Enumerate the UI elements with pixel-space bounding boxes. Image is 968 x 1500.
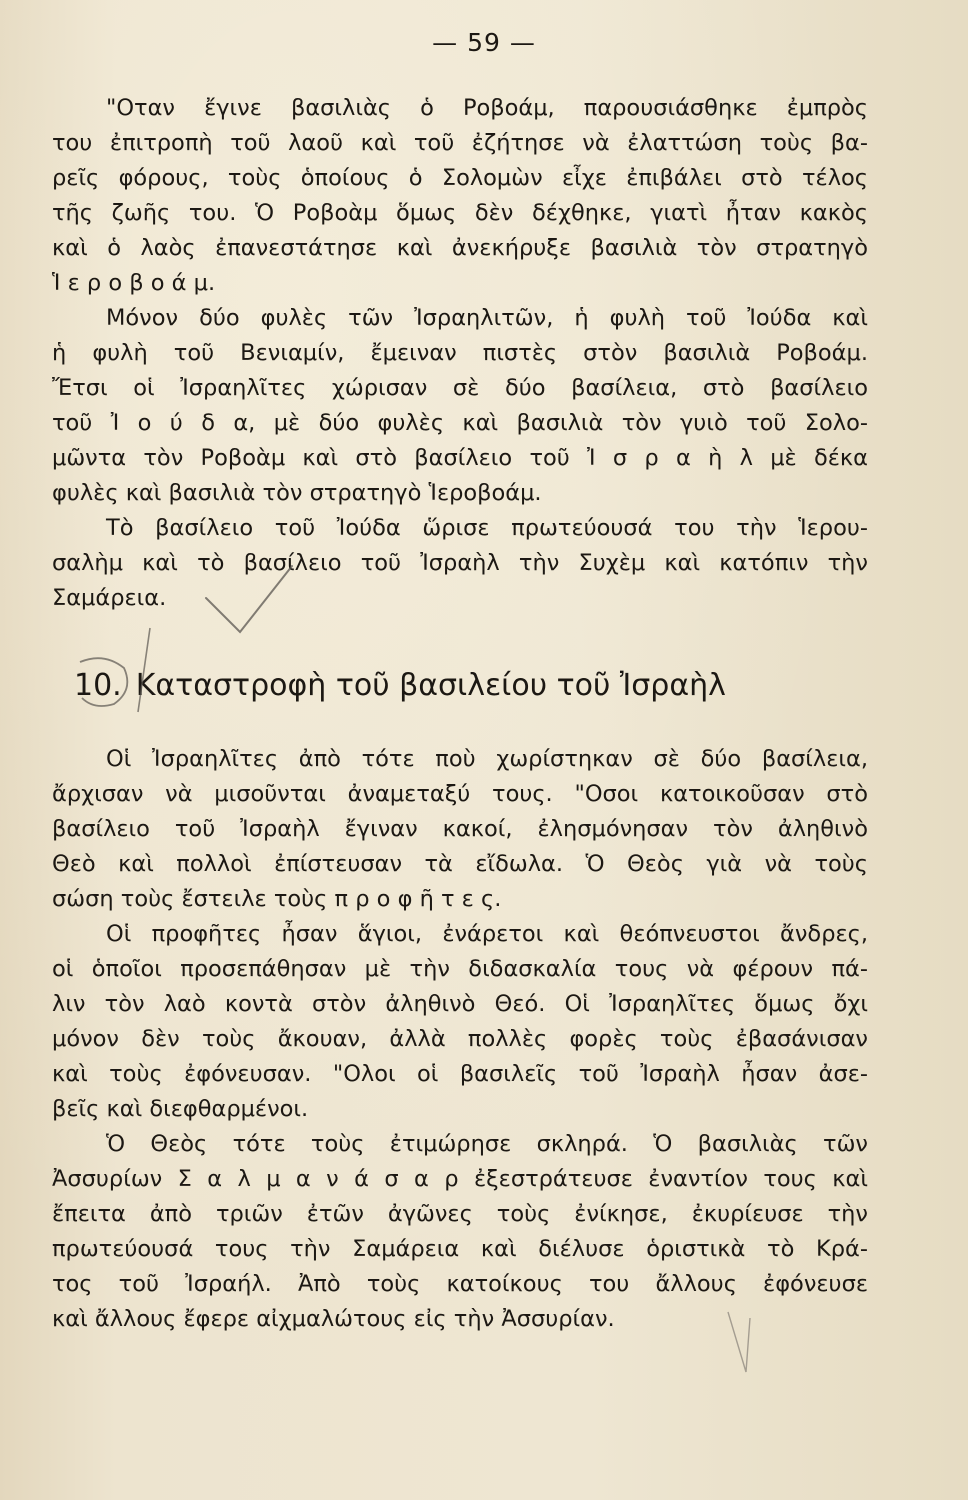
- section-heading: [74, 664, 726, 708]
- section-number: 10.: [74, 668, 122, 703]
- section-title: Καταστροφὴ τοῦ βασιλείου τοῦ Ἰσραὴλ: [135, 668, 726, 703]
- text-line: μόνον δὲν τοὺς ἄκουαν, ἀλλὰ πολλὲς φορὲς τοὺς ἐβασάνισαν: [52, 1026, 868, 1052]
- text-line: Θεὸ καὶ πολλοὶ ἐπίστευσαν τὰ εἴδωλα. Ὁ Θεὸς γιὰ νὰ τοὺς: [52, 851, 868, 877]
- section-1-text: [52, 91, 868, 616]
- text-line: Ὁ Θεὸς τότε τοὺς ἐτιμώρησε σκληρά. Ὁ βασιλιὰς τῶν: [106, 1131, 868, 1157]
- text-line: πρωτεύουσά τους τὴν Σαμάρεια καὶ διέλυσε ὁριστικὰ τὸ Κρά-: [52, 1236, 868, 1262]
- text-line: Μόνον δύο φυλὲς τῶν Ἰσραηλιτῶν, ἡ φυλὴ τοῦ Ἰούδα καὶ: [106, 305, 868, 331]
- text-line: οἱ ὁποῖοι προσεπάθησαν μὲ τὴν διδασκαλία τους νὰ φέρουν πά-: [52, 956, 868, 982]
- text-line: φυλὲς καὶ βασιλιὰ τὸν στρατηγὸ Ἱεροβοάμ.: [52, 480, 542, 506]
- text-line: βεῖς καὶ διεφθαρμένοι.: [52, 1096, 309, 1122]
- text-line: καὶ ἄλλους ἔφερε αἰχμαλώτους εἰς τὴν Ἀσσυρίαν.: [52, 1306, 615, 1332]
- text-line: τος τοῦ Ἰσραήλ. Ἀπὸ τοὺς κατοίκους του ἄλλους ἐφόνευσε: [52, 1271, 868, 1297]
- text-line: καὶ ὁ λαὸς ἐπανεστάτησε καὶ ἀνεκήρυξε βασιλιὰ τὸν στρατηγὸ: [52, 235, 868, 261]
- text-line: λιν τὸν λαὸ κοντὰ στὸν ἀληθινὸ Θεό. Οἱ Ἰσραηλῖτες ὅμως ὄχι: [52, 991, 868, 1017]
- text-line: ἄρχισαν νὰ μισοῦνται ἀναμεταξύ τους. "Οσοι κατοικοῦσαν στὸ: [52, 781, 868, 807]
- text-line: ἔπειτα ἀπὸ τριῶν ἐτῶν ἀγῶνες τοὺς ἐνίκησε, ἐκυρίευσε τὴν: [52, 1201, 868, 1227]
- text-line: του ἐπιτροπὴ τοῦ λαοῦ καὶ τοῦ ἐζήτησε νὰ ἐλαττώση τοὺς βα-: [52, 130, 868, 156]
- text-line: Ἀσσυρίων Σ α λ μ α ν ά σ α ρ ἐξεστράτευσε ἐναντίον τους καὶ: [52, 1166, 868, 1192]
- page-number: — 59 —: [432, 28, 536, 57]
- text-line: τῆς ζωῆς του. Ὁ Ροβοὰμ ὅμως δὲν δέχθηκε, γιατὶ ἦταν κακὸς: [52, 200, 868, 226]
- text-line: βασίλειο τοῦ Ἰσραὴλ ἔγιναν κακοί, ἐλησμόνησαν τὸν ἀληθινὸ: [52, 816, 868, 842]
- text-line: σώση τοὺς ἔστειλε τοὺς π ρ ο φ ῆ τ ε ς.: [52, 886, 502, 912]
- text-line: ἡ φυλὴ τοῦ Βενιαμίν, ἔμειναν πιστὲς στὸν βασιλιὰ Ροβοάμ.: [52, 340, 868, 366]
- text-line: Σαμάρεια.: [52, 585, 167, 611]
- text-line: Ἔτσι οἱ Ἰσραηλῖτες χώρισαν σὲ δύο βασίλεια, στὸ βασίλειο: [52, 375, 868, 401]
- text-line: Ἱ ε ρ ο β ο ά μ.: [52, 270, 216, 296]
- text-line: "Οταν ἔγινε βασιλιὰς ὁ Ροβοάμ, παρουσιάσθηκε ἐμπρὸς: [106, 95, 868, 121]
- text-line: μῶντα τὸν Ροβοὰμ καὶ στὸ βασίλειο τοῦ Ἰ σ ρ α ὴ λ μὲ δέκα: [52, 445, 868, 471]
- text-line: σαλὴμ καὶ τὸ βασίλειο τοῦ Ἰσραὴλ τὴν Συχὲμ καὶ κατόπιν τὴν: [52, 550, 868, 576]
- text-line: καὶ τοὺς ἐφόνευσαν. "Ολοι οἱ βασιλεῖς τοῦ Ἰσραὴλ ἦσαν ἀσε-: [52, 1061, 868, 1087]
- text-line: τοῦ Ἰ ο ύ δ α, μὲ δύο φυλὲς καὶ βασιλιὰ τὸν γυιὸ τοῦ Σολο-: [52, 410, 868, 436]
- text-line: Τὸ βασίλειο τοῦ Ἰούδα ὥρισε πρωτεύουσά του τὴν Ἱερου-: [106, 515, 868, 541]
- text-line: Οἱ προφῆτες ἦσαν ἅγιοι, ἐνάρετοι καὶ θεόπνευστοι ἄνδρες,: [106, 921, 868, 947]
- section-2-text: [52, 742, 868, 1337]
- text-line: Οἱ Ἰσραηλῖτες ἀπὸ τότε ποὺ χωρίστηκαν σὲ δύο βασίλεια,: [106, 746, 868, 772]
- text-line: ρεῖς φόρους, τοὺς ὁποίους ὁ Σολομὼν εἶχε ἐπιβάλει στὸ τέλος: [52, 165, 868, 191]
